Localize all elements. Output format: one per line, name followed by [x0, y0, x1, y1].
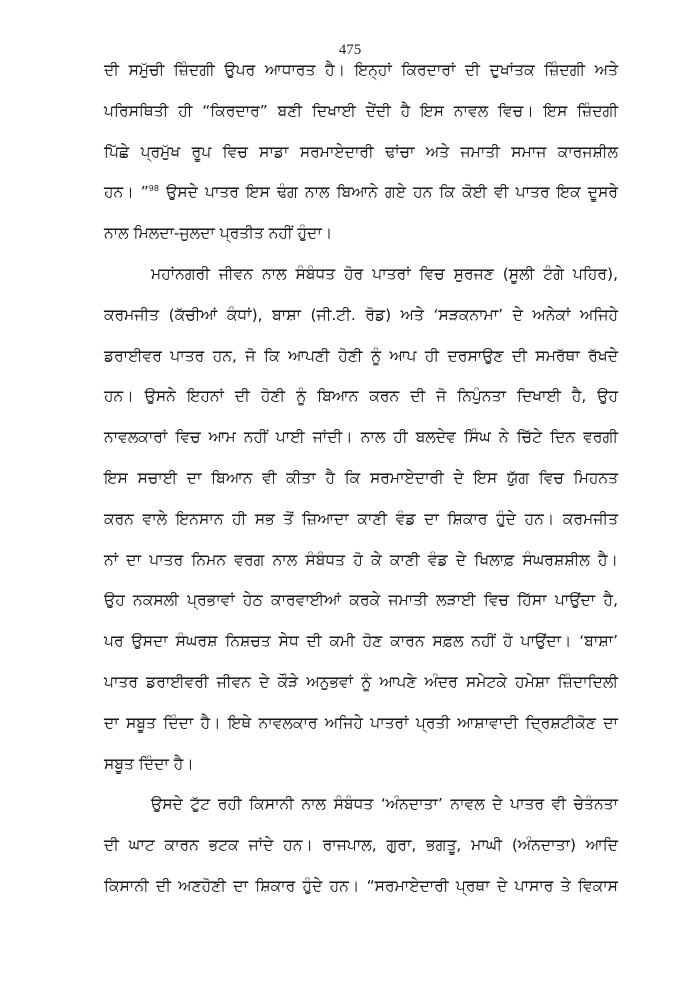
text-line: ਨਾਵਲਕਾਰਾਂ ਵਿਚ ਆਮ ਨਹੀਂ ਪਾਈ ਜਾਂਦੀ। ਨਾਲ ਹੀ ਬਲਦੇਵ ਸਿੰਘ ਨੇ ਚਿੱਟੇ ਦਿਨ ਵਰਗੀ — [104, 428, 618, 447]
text-line: ਕਿਸਾਨੀ ਦੀ ਅਣਹੋਣੀ ਦਾ ਸ਼ਿਕਾਰ ਹੁੰਦੇ ਹਨ। “ਸਰਮਾਏਦਾਰੀ ਪ੍ਰਥਾ ਦੇ ਪਾਸਾਰ ਤੇ ਵਿਕਾਸ — [104, 876, 618, 895]
page-number: 475 — [338, 42, 362, 58]
text-line: ਨਾਲ ਮਿਲਦਾ-ਜੁਲਦਾ ਪ੍ਰਤੀਤ ਨਹੀਂ ਹੁੰਦਾ। — [104, 224, 333, 243]
text-line: ਕਰਮਜੀਤ (ਕੱਚੀਆਂ ਕੰਧਾਂ), ਬਾਸ਼ਾ (ਜੀ.ਟੀ. ਰੋਡ) ਅਤੇ ‘ਸੜਕਨਾਮਾ’ ਦੇ ਅਨੇਕਾਂ ਅਜਿਹੇ — [104, 305, 618, 324]
text-line: ਪਰ ਉਸਦਾ ਸੰਘਰਸ਼ ਨਿਸ਼ਚਤ ਸੇਧ ਦੀ ਕਮੀ ਹੋਣ ਕਾਰਨ ਸਫ਼ਲ ਨਹੀਂ ਹੋ ਪਾਉਂਦਾ। ‘ਬਾਸ਼ਾ’ — [104, 632, 618, 651]
text-line: ਨਾਂ ਦਾ ਪਾਤਰ ਨਿਮਨ ਵਰਗ ਨਾਲ ਸੰਬੰਧਤ ਹੋ ਕੇ ਕਾਣੀ ਵੰਡ ਦੇ ਖਿਲਾਫ਼ ਸੰਘਰਸ਼ਸ਼ੀਲ ਹੈ। — [104, 550, 618, 569]
text-line: ਦੀ ਘਾਟ ਕਾਰਨ ਭਟਕ ਜਾਂਦੇ ਹਨ। ਰਾਜਪਾਲ, ਗੁਰਾ, ਭਗਤੂ, ਮਾਘੀ (ਅੰਨਦਾਤਾ) ਆਦਿ — [104, 836, 618, 855]
text-line: ਇਸ ਸਚਾਈ ਦਾ ਬਿਆਨ ਵੀ ਕੀਤਾ ਹੈ ਕਿ ਸਰਮਾਏਦਾਰੀ ਦੇ ਇਸ ਯੁੱਗ ਵਿਚ ਮਿਹਨਤ — [104, 468, 618, 487]
text-line: ਪਾਤਰ ਡਰਾਈਵਰੀ ਜੀਵਨ ਦੇ ਕੌੜੇ ਅਨੁਭਵਾਂ ਨੂੰ ਆਪਣੇ ਅੰਦਰ ਸਮੇਟਕੇ ਹਮੇਸ਼ਾ ਜ਼ਿੰਦਾਦਿਲੀ — [104, 672, 618, 691]
paragraph-start-line: ਮਹਾਂਨਗਰੀ ਜੀਵਨ ਨਾਲ ਸੰਬੰਧਤ ਹੋਰ ਪਾਤਰਾਂ ਵਿਚ ਸੁਰਜਣ (ਸੂਲੀ ਟੰਗੇ ਪਹਿਰ), — [151, 264, 618, 283]
text-line: ਡਰਾਈਵਰ ਪਾਤਰ ਹਨ, ਜੋ ਕਿ ਆਪਣੀ ਹੋਣੀ ਨੂੰ ਆਪ ਹੀ ਦਰਸਾਉਣ ਦੀ ਸਮਰੱਥਾ ਰੱਖਦੇ — [104, 346, 618, 365]
text-line: ਦੀ ਸਮੁੱਚੀ ਜ਼ਿੰਦਗੀ ਉਪਰ ਆਧਾਰਤ ਹੈ। ਇਨ੍ਹਾਂ ਕਿਰਦਾਰਾਂ ਦੀ ਦੁਖਾਂਤਕ ਜ਼ਿੰਦਗੀ ਅਤੇ — [104, 61, 618, 79]
text-segment: ਉਸਦੇ ਪਾਤਰ ਇਸ ਢੰਗ ਨਾਲ ਬਿਆਨੇ ਗਏ ਹਨ ਕਿ ਕੋਈ ਵੀ ਪਾਤਰ ਇਕ ਦੂਸਰੇ — [158, 183, 618, 202]
paragraph-start-line: ਉਸਦੇ ਟੁੱਟ ਰਹੀ ਕਿਸਾਨੀ ਨਾਲ ਸੰਬੰਧਤ ‘ਅੰਨਦਾਤਾ’ ਨਾਵਲ ਦੇ ਪਾਤਰ ਵੀ ਚੇਤੰਨਤਾ — [151, 795, 618, 814]
text-line: ਹਨ। ਉਸਨੇ ਇਹਨਾਂ ਦੀ ਹੋਣੀ ਨੂੰ ਬਿਆਨ ਕਰਨ ਦੀ ਜੋ ਨਿਪੁੰਨਤਾ ਦਿਖਾਈ ਹੈ, ਉਹ — [104, 387, 618, 406]
text-line: ਪਰਿਸਥਿਤੀ ਹੀ “ਕਿਰਦਾਰ” ਬਣੀ ਦਿਖਾਈ ਦੇਂਦੀ ਹੈ ਇਸ ਨਾਵਲ ਵਿਚ। ਇਸ ਜ਼ਿੰਦਗੀ — [104, 101, 618, 120]
text-line-with-footnote — [104, 178, 618, 219]
text-line: ਉਹ ਨਕਸਲੀ ਪ੍ਰਭਾਵਾਂ ਹੇਠ ਕਾਰਵਾਈਆਂ ਕਰਕੇ ਜਮਾਤੀ ਲੜਾਈ ਵਿਚ ਹਿੱਸਾ ਪਾਉਂਦਾ ਹੈ, — [104, 591, 618, 610]
text-line: ਪਿੱਛੇ ਪ੍ਰਮੁੱਖ ਰੂਪ ਵਿਚ ਸਾਡਾ ਸਰਮਾਏਦਾਰੀ ਢਾਂਚਾ ਅਤੇ ਜਮਾਤੀ ਸਮਾਜ ਕਾਰਜਸ਼ੀਲ — [104, 142, 618, 161]
footnote-marker: 98 — [148, 184, 159, 194]
text-line: ਕਰਨ ਵਾਲੇ ਇਨਸਾਨ ਹੀ ਸਭ ਤੋਂ ਜ਼ਿਆਦਾ ਕਾਣੀ ਵੰਡ ਦਾ ਸ਼ਿਕਾਰ ਹੁੰਦੇ ਹਨ। ਕਰਮਜੀਤ — [104, 509, 618, 528]
text-line: ਦਾ ਸਬੂਤ ਦਿੰਦਾ ਹੈ। ਇਥੇ ਨਾਵਲਕਾਰ ਅਜਿਹੇ ਪਾਤਰਾਂ ਪ੍ਰਤੀ ਆਸ਼ਾਵਾਦੀ ਦ੍ਰਿਸ਼ਟੀਕੋਣ ਦਾ — [104, 713, 618, 732]
body-text — [104, 56, 618, 913]
text-line: ਸਬੂਤ ਦਿੰਦਾ ਹੈ। — [104, 754, 194, 773]
text-segment: ਹਨ। ” — [104, 183, 149, 202]
